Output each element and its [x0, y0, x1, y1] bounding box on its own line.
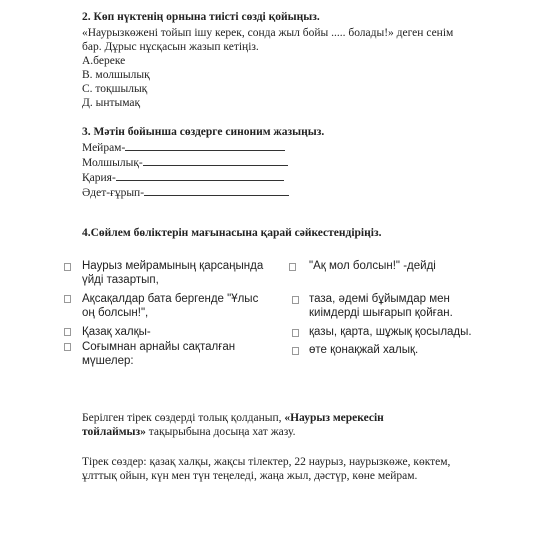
question-2	[82, 10, 453, 110]
question-3	[82, 125, 324, 200]
match-right-1: "Ақ мол болсын!" -дейді	[309, 260, 436, 272]
answer-blank	[125, 140, 285, 151]
option-d: Д. ынтымақ	[82, 97, 141, 109]
question-3-heading: 3. Мәтін бойынша сөздерге синоним жазыңыз.	[82, 126, 325, 138]
synonym-word: Қария-	[82, 172, 116, 184]
bullet-icon	[289, 263, 296, 271]
synonym-word: Әдет-ғұрып-	[82, 187, 145, 199]
synonym-row	[82, 140, 324, 155]
match-left-1: Наурыз мейрамының қарсаңында үйді тазартып,	[82, 260, 264, 286]
bullet-icon	[292, 329, 299, 337]
question-2-sentence-line-2: бар. Дұрыс нұсқасын жазып кетіңіз.	[82, 41, 259, 53]
match-left-3: Қазақ халқы-	[82, 326, 151, 338]
task-line-2: тойлаймыз» тақырыбына досыңа хат жазу.	[82, 426, 296, 438]
bullet-icon	[64, 328, 71, 336]
match-left-2: Ақсақалдар бата бергенде "Ұлыс оң болсын!",	[82, 293, 259, 319]
option-c: С. тоқшылық	[82, 83, 148, 95]
bullet-icon	[292, 296, 299, 304]
support-words	[82, 455, 450, 483]
bullet-icon	[64, 295, 71, 303]
option-a: А.береке	[82, 55, 126, 67]
match-right-4: өте қонақжай халық.	[309, 344, 419, 356]
question-2-sentence-line-1: «Наурызкөжені тойып ішу керек, сонда жыл бойы ..... болады!» деген сенім	[82, 27, 454, 39]
answer-blank	[143, 155, 288, 166]
bullet-icon	[292, 347, 299, 355]
question-4-heading: 4.Сөйлем бөліктерін мағынасына қарай сәйкестендіріңіз.	[82, 227, 382, 239]
match-left-4: Соғымнан арнайы сақталған мүшелер:	[82, 341, 236, 367]
option-b: В. молшылық	[82, 69, 150, 81]
synonym-row	[82, 185, 324, 200]
writing-task	[82, 411, 384, 439]
synonym-word: Молшылық-	[82, 157, 143, 169]
support-words-line-2: ұлттық ойын, күн мен түн теңеледі, жаңа жыл, дәстүр, көне мейрам.	[82, 470, 418, 482]
bullet-icon	[64, 263, 71, 271]
synonym-row	[82, 155, 324, 170]
question-2-heading: 2. Көп нүктенің орнына тиісті сөзді қойыңыз.	[82, 11, 320, 23]
synonym-row	[82, 170, 324, 185]
answer-blank	[144, 185, 289, 196]
answer-blank	[116, 170, 284, 181]
task-line-1: Берілген тірек сөздерді толық қолданып, «Наурыз мерекесін	[82, 412, 384, 424]
bullet-icon	[64, 343, 71, 351]
match-right-3: қазы, қарта, шұжық қосылады.	[309, 326, 472, 338]
support-words-line-1: Тірек сөздер: қазақ халқы, жақсы тілектер, 22 наурыз, наурызкөже, көктем,	[82, 456, 451, 468]
match-right-2: таза, әдемі бұйымдар мен киімдерді шығарып қойған.	[309, 293, 453, 319]
synonym-word: Мейрам-	[82, 142, 126, 154]
